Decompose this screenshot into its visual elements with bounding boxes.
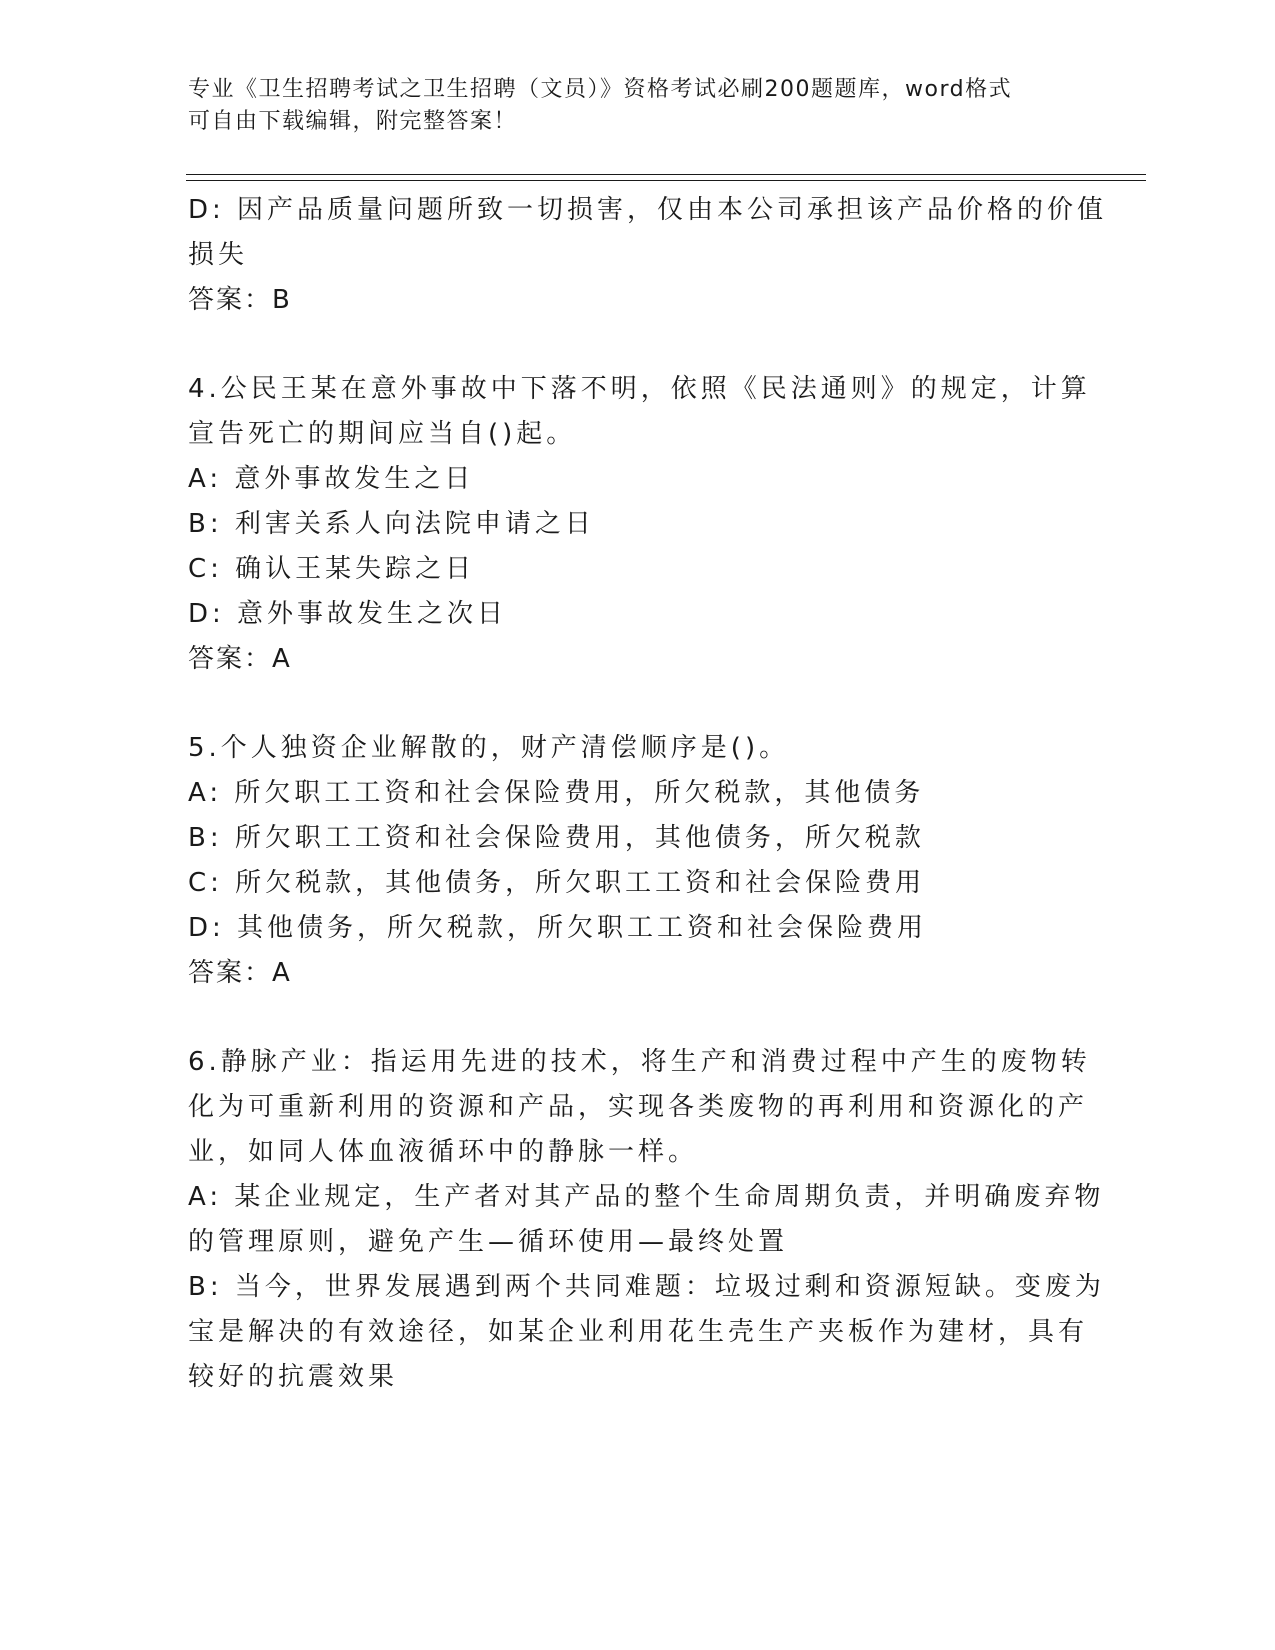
- option-d: D: 其他债务，所欠税款，所欠职工工资和社会保险费用: [188, 913, 928, 943]
- option-a: A: 所欠职工工资和社会保险费用，所欠税款，其他债务: [188, 778, 925, 808]
- question-block: [188, 726, 1068, 996]
- header-divider-top: [186, 174, 1146, 175]
- option-line: 损失: [188, 240, 249, 270]
- question-spacer: [188, 323, 1068, 367]
- question-stem-line: 宣告死亡的期间应当自()起。: [188, 419, 577, 449]
- question-stem-line: 业，如同人体血液循环中的静脉一样。: [188, 1137, 699, 1167]
- option-c: C: 确认王某失踪之日: [188, 554, 476, 584]
- header-divider-bottom: [186, 180, 1146, 181]
- document-header: [188, 74, 1088, 138]
- answer-line: 答案：A: [188, 644, 292, 674]
- header-title-line2: 可自由下载编辑，附完整答案！: [188, 109, 518, 134]
- question-spacer: [188, 996, 1068, 1040]
- option-b-continued: 宝是解决的有效途径，如某企业利用花生壳生产夹板作为建材，具有: [188, 1317, 1089, 1347]
- question-stem-line: 6.静脉产业：指运用先进的技术，将生产和消费过程中产生的废物转: [188, 1047, 1091, 1077]
- question-block: [188, 188, 1108, 323]
- option-d: D: 意外事故发生之次日: [188, 599, 508, 629]
- option-a: A: 某企业规定，生产者对其产品的整个生命周期负责，并明确废弃物: [188, 1182, 1105, 1212]
- answer-line: 答案：A: [188, 958, 292, 988]
- option-b: B: 当今，世界发展遇到两个共同难题：垃圾过剩和资源短缺。变废为: [188, 1272, 1105, 1302]
- header-title-line1: 专业《卫生招聘考试之卫生招聘（文员）》资格考试必刷200题题库，word格式: [188, 77, 1013, 102]
- document-body: [188, 188, 1108, 1400]
- option-a-continued: 的管理原则，避免产生—循环使用—最终处置: [188, 1227, 789, 1257]
- question-block: [188, 1040, 1105, 1400]
- answer-line: 答案：B: [188, 285, 292, 315]
- option-b: B: 所欠职工工资和社会保险费用，其他债务，所欠税款: [188, 823, 925, 853]
- option-b: B: 利害关系人向法院申请之日: [188, 509, 595, 539]
- question-spacer: [188, 682, 1068, 726]
- question-stem-line: 5.个人独资企业解散的，财产清偿顺序是()。: [188, 733, 790, 763]
- option-c: C: 所欠税款，其他债务，所欠职工工资和社会保险费用: [188, 868, 926, 898]
- option-b-continued: 较好的抗震效果: [188, 1362, 399, 1392]
- question-block: [188, 367, 1091, 682]
- question-stem-line: 4.公民王某在意外事故中下落不明，依照《民法通则》的规定，计算: [188, 374, 1091, 404]
- option-a: A: 意外事故发生之日: [188, 464, 475, 494]
- question-stem-line: 化为可重新利用的资源和产品，实现各类废物的再利用和资源化的产: [188, 1092, 1089, 1122]
- option-line: D: 因产品质量问题所致一切损害，仅由本公司承担该产品价格的价值: [188, 195, 1108, 225]
